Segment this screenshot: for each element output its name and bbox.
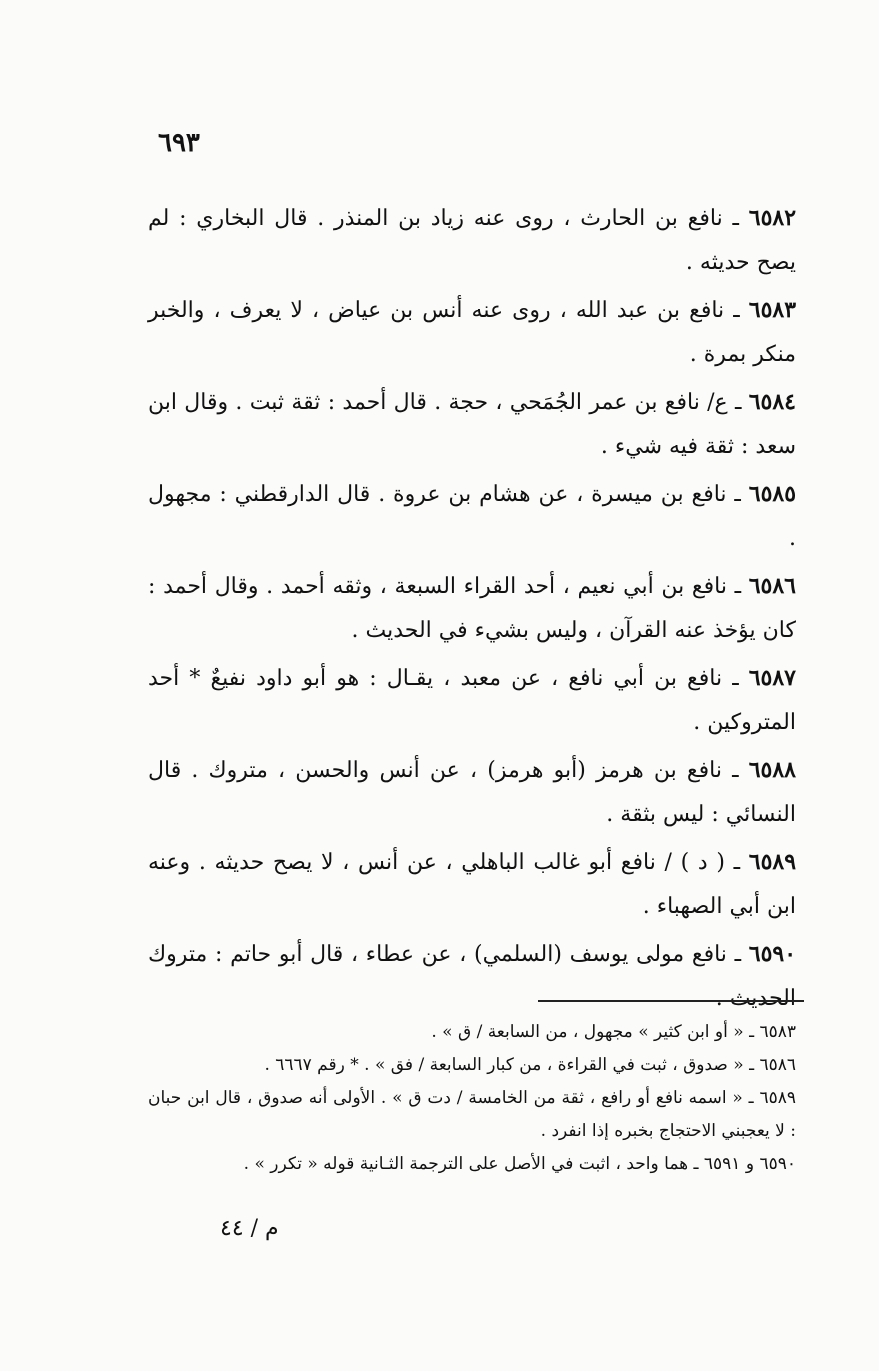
entry-number: ٦٥٨٦ <box>748 573 796 599</box>
footnote-divider <box>538 1000 804 1002</box>
entry-text: ( د ) / نافع أبو غالب الباهلي ، عن أنس ، لا يصح حديثه . وعنه ابن أبي الصهباء . <box>148 850 796 919</box>
entry-6582: ٦٥٨٢ ـ نافع بن الحارث ، روى عنه زياد بن المنذر . قال البخاري : لم يصح حديثه . <box>148 205 797 275</box>
entry-number: ٦٥٨٩ <box>748 849 797 875</box>
entry-text: نافع بن أبي نافع ، عن معبد ، يقـال : هو أبو داود نفيعٌ * أحد المتروكين . <box>148 666 796 735</box>
footnotes <box>148 1016 796 1181</box>
footnote-ref: ٦٥٨٣ <box>759 1022 796 1042</box>
entry-number: ٦٥٨٢ <box>748 205 797 231</box>
entry-number: ٦٥٨٤ <box>748 389 796 415</box>
entry-number: ٦٥٨٥ <box>748 481 797 507</box>
footnote-text: « صدوق ، ثبت في القراءة ، من كبار السابعة / فق » . * رقم ٦٦٦٧ . <box>264 1055 744 1075</box>
entry-text: نافع بن عبد الله ، روى عنه أنس بن عياض ، لا يعرف ، والخبر منكر بمرة . <box>148 298 796 367</box>
entry-text: نافع بن هرمز (أبو هرمز) ، عن أنس والحسن ، متروك . قال النسائي : ليس بثقة . <box>148 758 796 827</box>
entry-number: ٦٥٩٠ <box>748 941 797 967</box>
entry-6586: ٦٥٨٦ ـ نافع بن أبي نعيم ، أحد القراء السبعة ، وثقه أحمد . وقال أحمد : كان يؤخذ عنه القرآن ، وليس بشيء في الحديث . <box>148 573 796 643</box>
entry-number: ٦٥٨٨ <box>748 757 796 783</box>
entry-6583: ٦٥٨٣ ـ نافع بن عبد الله ، روى عنه أنس بن عياض ، لا يعرف ، والخبر منكر بمرة . <box>148 297 797 367</box>
entry-6589: ٦٥٨٩ ـ ( د ) / نافع أبو غالب الباهلي ، عن أنس ، لا يصح حديثه . وعنه ابن أبي الصهباء . <box>148 849 797 919</box>
footnote-6586: ٦٥٨٦ ـ « صدوق ، ثبت في القراءة ، من كبار السابعة / فق » . * رقم ٦٦٦٧ . <box>264 1055 796 1075</box>
entry-text: ع/ نافع بن عمر الجُمَحي ، حجة . قال أحمد : ثقة ثبت . وقال ابن سعد : ثقة فيه شيء . <box>148 390 796 459</box>
footnote-ref: ٦٥٨٦ <box>759 1055 796 1075</box>
entry-6588: ٦٥٨٨ ـ نافع بن هرمز (أبو هرمز) ، عن أنس والحسن ، متروك . قال النسائي : ليس بثقة . <box>148 757 796 827</box>
biography-entries <box>148 196 796 1024</box>
entry-number: ٦٥٨٣ <box>748 297 797 323</box>
footnote-text: و ٦٥٩١ ـ هما واحد ، اثبت في الأصل على الترجمة الثـانية قوله « تكرر » . <box>243 1154 755 1174</box>
entry-number: ٦٥٨٧ <box>748 665 796 691</box>
page-number: ٦٩٣ <box>158 128 200 158</box>
entry-6585: ٦٥٨٥ ـ نافع بن ميسرة ، عن هشام بن عروة . قال الدارقطني : مجهول . <box>148 481 797 551</box>
footnote-ref: ٦٥٨٩ <box>759 1088 796 1108</box>
entry-text: نافع بن أبي نعيم ، أحد القراء السبعة ، وثقه أحمد . وقال أحمد : كان يؤخذ عنه القرآن ، وليس بشيء في الحديث . <box>148 574 796 643</box>
footnote-6590 <box>148 1148 796 1181</box>
entry-6590: ٦٥٩٠ ـ نافع مولى يوسف (السلمي) ، عن عطاء ، قال أبو حاتم : متروك الحديث . <box>148 941 797 1011</box>
footnote-6589: ٦٥٨٩ ـ « اسمه نافع أو رافع ، ثقة من الخامسة / دت ق » . الأولى أنه صدوق ، قال ابن حبان : لا يعجبني الاحتجاج بخبره إذا انفرد . <box>148 1088 796 1141</box>
entry-text: نافع بن الحارث ، روى عنه زياد بن المنذر . قال البخاري : لم يصح حديثه . <box>148 206 796 275</box>
entry-text: نافع بن ميسرة ، عن هشام بن عروة . قال الدارقطني : مجهول . <box>148 482 796 551</box>
entry-6584: ٦٥٨٤ ـ ع/ نافع بن عمر الجُمَحي ، حجة . قال أحمد : ثقة ثبت . وقال ابن سعد : ثقة فيه شيء . <box>148 389 796 459</box>
footnote-text: « اسمه نافع أو رافع ، ثقة من الخامسة / دت ق » . الأولى أنه صدوق ، قال ابن حبان : لا يعجبني الاحتجاج بخبره إذا انفرد . <box>148 1088 796 1141</box>
entry-6587: ٦٥٨٧ ـ نافع بن أبي نافع ، عن معبد ، يقـال : هو أبو داود نفيعٌ * أحد المتروكين . <box>148 665 796 735</box>
footnote-6583: ٦٥٨٣ ـ « أو ابن كثير » مجهول ، من السابعة / ق » . <box>431 1022 796 1042</box>
footnote-ref: ٦٥٩٠ <box>759 1154 796 1174</box>
footnote-text: « أو ابن كثير » مجهول ، من السابعة / ق » . <box>431 1022 744 1042</box>
entry-text: نافع مولى يوسف (السلمي) ، عن عطاء ، قال أبو حاتم : متروك الحديث . <box>148 942 796 1011</box>
printer-signature: م / ٤٤ <box>220 1216 279 1241</box>
